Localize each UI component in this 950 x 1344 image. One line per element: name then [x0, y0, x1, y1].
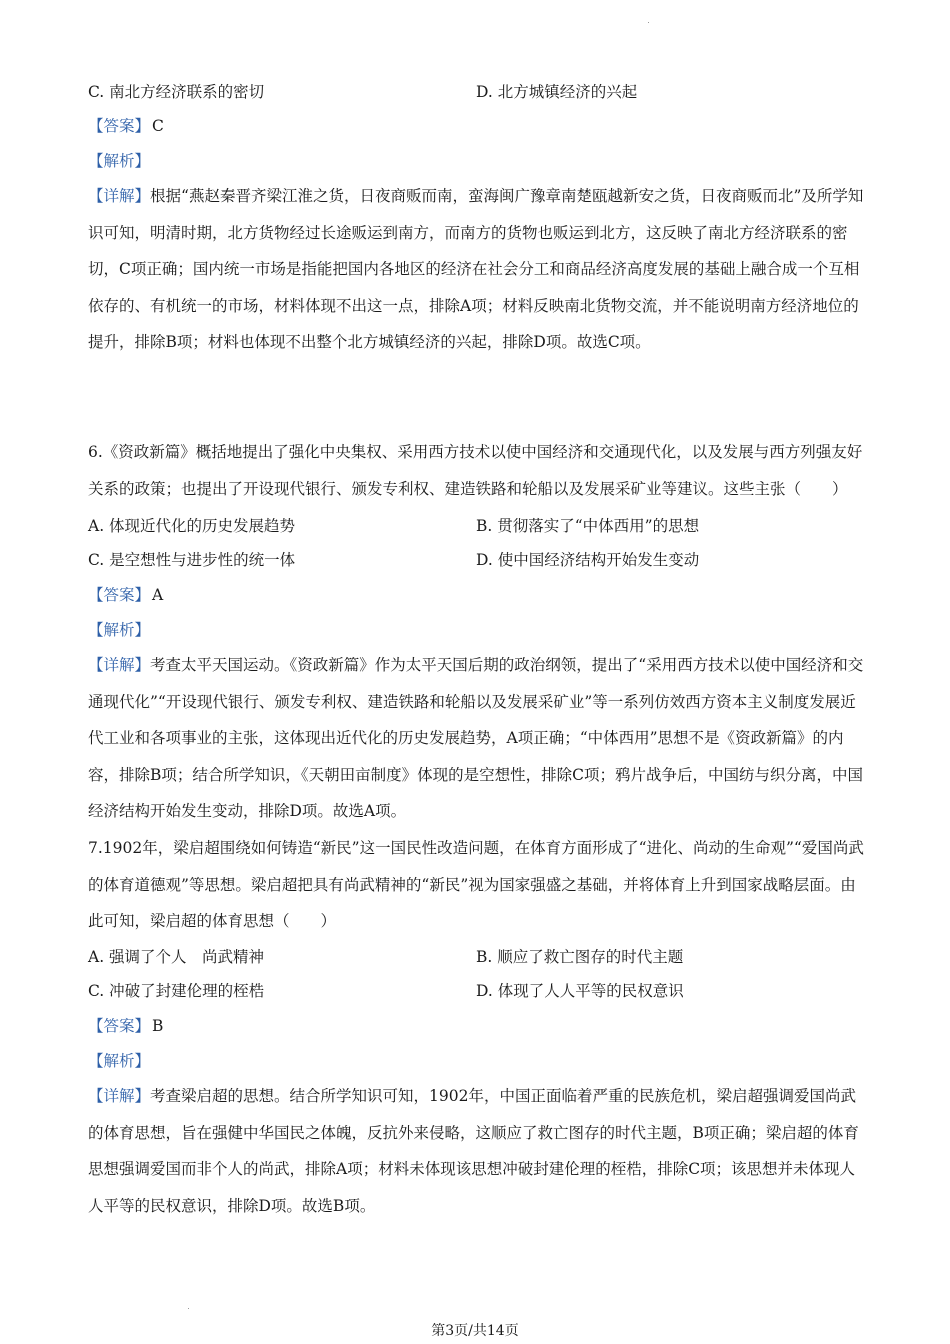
detail-label: 【详解】: [88, 1087, 151, 1105]
q6-analysis-label: [88, 612, 868, 649]
q7-detail-text: 考查梁启超的思想。结合所学知识可知，1902年，中国正面临着严重的民族危机，梁启超强调爱国尚武的体育思想，旨在强健中华国民之体魄，反抗外来侵略，这顺应了救亡图存的时代主题，B项正确；梁启超的体育思想强调爱国而非个人的尚武，排除A项；材料未体现该思想冲破封建伦理的桎梏，排除C项；该思想并未体现人人平等的民权意识，排除D项。故选B项。: [88, 1087, 859, 1215]
q6-option-d: D. 使中国经济结构开始发生变动: [476, 551, 700, 569]
q5-detail-text: 根据“燕赵秦晋齐梁江淮之货，日夜商贩而南，蛮海闽广豫章南楚瓯越新安之货，日夜商贩而北”及所学知识可知，明清时期，北方货物经过长途贩运到南方，而南方的货物也贩运到北方，这反映了南北方经济联系的密切，C项正确；国内统一市场是指能把国内各地区的经济在社会分工和商品经济高度发展的基础上融合成一个互相依存的、有机统一的市场，材料体现不出这一点，排除A项；材料反映南北货物交流，并不能说明南方经济地位的提升，排除B项；材料也体现不出整个北方城镇经济的兴起，排除D项。故选C项。: [88, 187, 864, 351]
q7-options-row-1: [88, 940, 868, 974]
q7-option-d: D. 体现了人人平等的民权意识: [476, 982, 684, 1000]
q5-detail: [88, 178, 868, 361]
q7-option-a: A. 强调了个人 尚武精神: [88, 948, 265, 966]
q7-option-b: B. 顺应了救亡图存的时代主题: [476, 948, 684, 966]
detail-label: 【详解】: [88, 187, 151, 205]
q5-answer: [88, 108, 868, 145]
q7-answer: [88, 1008, 868, 1045]
q7-options-row-2: [88, 974, 868, 1008]
q6-options-row-2: [88, 543, 868, 577]
q7-detail: [88, 1078, 868, 1224]
q6-answer: [88, 577, 868, 614]
q6-detail: [88, 647, 868, 830]
q6-option-b: B. 贯彻落实了“中体西用”的思想: [476, 517, 700, 535]
detail-label: 【详解】: [88, 656, 151, 674]
answer-value: C: [152, 117, 164, 135]
q6-option-a: A. 体现近代化的历史发展趋势: [88, 517, 296, 535]
answer-value: B: [152, 1017, 164, 1035]
q5-option-d: D. 北方城镇经济的兴起: [476, 83, 638, 101]
answer-label: 【答案】: [88, 1017, 151, 1035]
analysis-label: 【解析】: [88, 621, 151, 639]
answer-value: A: [152, 586, 164, 604]
q7-analysis-label: [88, 1043, 868, 1080]
page-footer: 第3页/共14页: [431, 1323, 519, 1339]
q5-options-row: [88, 75, 868, 109]
analysis-label: 【解析】: [88, 1052, 151, 1070]
scan-dot: [188, 1308, 189, 1309]
scan-dot: [648, 22, 649, 23]
answer-label: 【答案】: [88, 117, 151, 135]
q6-options-row-1: [88, 509, 868, 543]
q6-detail-text: 考查太平天国运动。《资政新篇》作为太平天国后期的政治纲领，提出了“采用西方技术以使中国经济和交通现代化”“开设现代银行、颁发专利权、建造铁路和轮船以及发展采矿业”等一系列仿效西方资本主义制度发展近代工业和各项事业的主张，这体现出近代化的历史发展趋势，A项正确；“中体西用”思想不是《资政新篇》的内容，排除B项；结合所学知识，《天朝田亩制度》体现的是空想性，排除C项；鸦片战争后，中国纺与织分离，中国经济结构开始发生变动，排除D项。故选A项。: [88, 656, 864, 820]
q5-option-c: C. 南北方经济联系的密切: [88, 83, 265, 101]
q6-option-c: C. 是空想性与进步性的统一体: [88, 551, 296, 569]
q7-stem: 7.1902年，梁启超围绕如何铸造“新民”这一国民性改造问题，在体育方面形成了“进化、尚动的生命观”“爱国尚武的体育道德观”等思想。梁启超把具有尚武精神的“新民”视为国家强盛之基础，并将体育上升到国家战略层面。由此可知，梁启超的体育思想（ ）: [88, 839, 864, 930]
q6-stem: 6.《资政新篇》概括地提出了强化中央集权、采用西方技术以使中国经济和交通现代化，以及发展与西方列强友好关系的政策；也提出了开设现代银行、颁发专利权、建造铁路和轮船以及发展采矿业等建议。这些主张（ ）: [88, 443, 863, 498]
answer-label: 【答案】: [88, 586, 151, 604]
analysis-label: 【解析】: [88, 152, 151, 170]
q5-analysis-label: [88, 143, 868, 180]
q7-option-c: C. 冲破了封建伦理的桎梏: [88, 982, 265, 1000]
